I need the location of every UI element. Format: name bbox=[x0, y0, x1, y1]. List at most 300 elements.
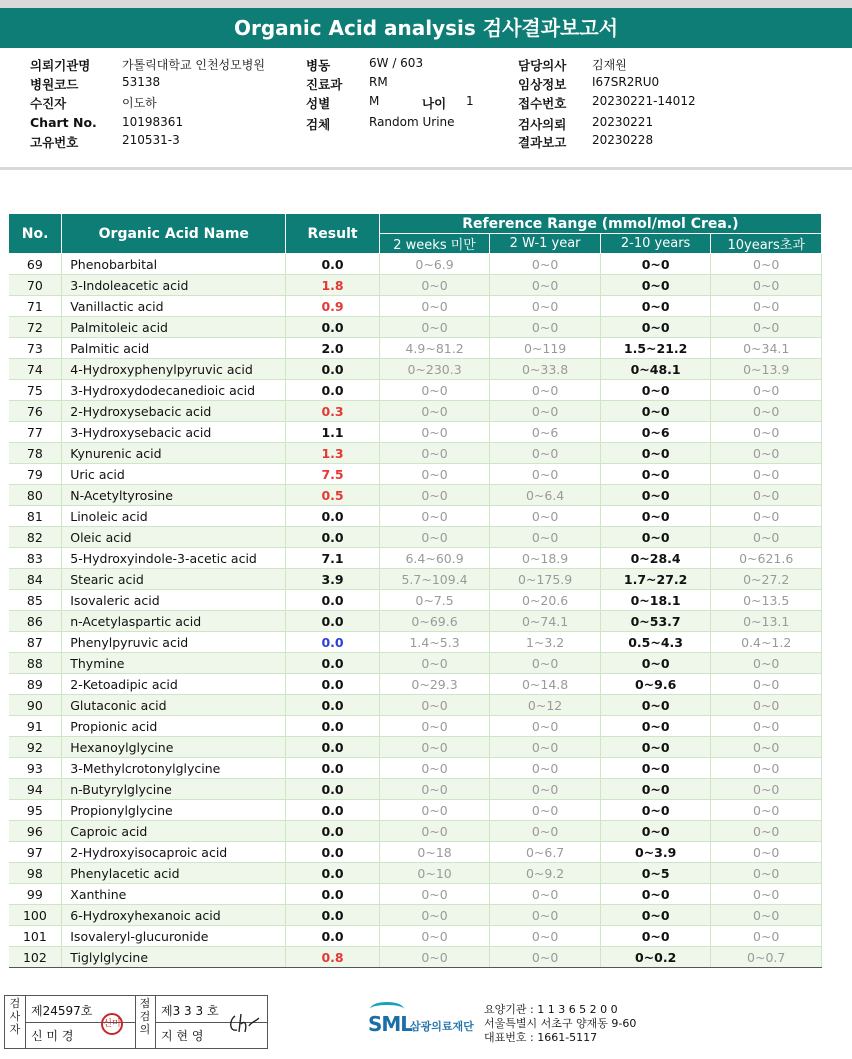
acid-name: Oleic acid bbox=[62, 527, 286, 548]
info-label: 임상정보 bbox=[518, 77, 567, 92]
acid-name: N-Acetyltyrosine bbox=[62, 485, 286, 506]
info-value: 6W / 603 bbox=[369, 56, 424, 70]
range-2w-1y: 0~12 bbox=[490, 695, 601, 716]
range-2w: 0~0 bbox=[379, 485, 490, 506]
org-name: 삼광의료재단 bbox=[410, 1020, 474, 1033]
acid-name: Palmitic acid bbox=[62, 338, 286, 359]
row-number: 85 bbox=[9, 590, 62, 611]
row-number: 87 bbox=[9, 632, 62, 653]
range-2w-1y: 0~74.1 bbox=[490, 611, 601, 632]
range-2w: 0~29.3 bbox=[379, 674, 490, 695]
table-row bbox=[9, 590, 822, 611]
col-header-result: Result bbox=[286, 214, 379, 254]
result-value: 3.9 bbox=[286, 569, 379, 590]
result-value: 0.0 bbox=[286, 842, 379, 863]
acid-name: Propionic acid bbox=[62, 716, 286, 737]
top-bar bbox=[0, 0, 852, 8]
result-value: 0.0 bbox=[286, 779, 379, 800]
acid-name: 2-Ketoadipic acid bbox=[62, 674, 286, 695]
range-10y-plus: 0~0 bbox=[711, 653, 822, 674]
table-row bbox=[9, 422, 822, 443]
range-2-10y: 0~3.9 bbox=[600, 842, 711, 863]
table-row bbox=[9, 338, 822, 359]
range-2-10y: 0~5 bbox=[600, 863, 711, 884]
result-value: 0.0 bbox=[286, 716, 379, 737]
result-value: 2.0 bbox=[286, 338, 379, 359]
range-10y-plus: 0~0 bbox=[711, 737, 822, 758]
row-number: 101 bbox=[9, 926, 62, 947]
range-10y-plus: 0~0 bbox=[711, 779, 822, 800]
patient-info bbox=[0, 52, 852, 152]
row-number: 69 bbox=[9, 254, 62, 275]
table-row bbox=[9, 779, 822, 800]
range-2w: 0~0 bbox=[379, 380, 490, 401]
range-10y-plus: 0~0 bbox=[711, 527, 822, 548]
range-2w: 0~0 bbox=[379, 800, 490, 821]
acid-name: n-Acetylaspartic acid bbox=[62, 611, 286, 632]
range-2-10y: 0~0 bbox=[600, 884, 711, 905]
result-value: 0.8 bbox=[286, 947, 379, 968]
range-10y-plus: 0~0 bbox=[711, 905, 822, 926]
range-2w-1y: 0~0 bbox=[490, 254, 601, 275]
range-2w: 4.9~81.2 bbox=[379, 338, 490, 359]
range-2-10y: 0~0 bbox=[600, 926, 711, 947]
info-value: 1 bbox=[466, 94, 474, 108]
range-10y-plus: 0~27.2 bbox=[711, 569, 822, 590]
result-value: 0.3 bbox=[286, 401, 379, 422]
range-10y-plus: 0~0 bbox=[711, 506, 822, 527]
range-2-10y: 0~0 bbox=[600, 737, 711, 758]
result-value: 0.0 bbox=[286, 737, 379, 758]
range-2w: 0~0 bbox=[379, 716, 490, 737]
range-10y-plus: 0~13.9 bbox=[711, 359, 822, 380]
info-label: 고유번호 bbox=[30, 135, 79, 150]
table-row bbox=[9, 275, 822, 296]
org-address bbox=[484, 1003, 636, 1045]
col-header-name: Organic Acid Name bbox=[62, 214, 286, 254]
info-value: 이도하 bbox=[122, 96, 157, 110]
reviewer-label: 점검의 bbox=[139, 997, 151, 1036]
range-10y-plus: 0~0 bbox=[711, 422, 822, 443]
table-row bbox=[9, 254, 822, 275]
report-title: Organic Acid analysis 검사결과보고서 bbox=[0, 8, 852, 48]
range-2-10y: 1.7~27.2 bbox=[600, 569, 711, 590]
range-2-10y: 0~0 bbox=[600, 506, 711, 527]
table-row bbox=[9, 905, 822, 926]
range-10y-plus: 0~0 bbox=[711, 464, 822, 485]
col-header-range: 10years초과 bbox=[711, 234, 822, 254]
range-2-10y: 0~0 bbox=[600, 758, 711, 779]
range-2w-1y: 0~0 bbox=[490, 296, 601, 317]
acid-name: Isovaleric acid bbox=[62, 590, 286, 611]
table-row bbox=[9, 821, 822, 842]
info-value: 김재원 bbox=[592, 58, 627, 72]
range-10y-plus: 0~13.1 bbox=[711, 611, 822, 632]
results-table bbox=[8, 213, 822, 968]
acid-name: Thymine bbox=[62, 653, 286, 674]
range-2w-1y: 0~0 bbox=[490, 506, 601, 527]
table-row bbox=[9, 506, 822, 527]
acid-name: Propionylglycine bbox=[62, 800, 286, 821]
row-number: 92 bbox=[9, 737, 62, 758]
range-2w: 0~0 bbox=[379, 527, 490, 548]
range-10y-plus: 0~0 bbox=[711, 884, 822, 905]
row-number: 99 bbox=[9, 884, 62, 905]
info-value: RM bbox=[369, 75, 388, 89]
info-value: 210531-3 bbox=[122, 133, 180, 147]
row-number: 84 bbox=[9, 569, 62, 590]
range-2w: 0~0 bbox=[379, 317, 490, 338]
info-value: 10198361 bbox=[122, 115, 184, 129]
table-row bbox=[9, 758, 822, 779]
acid-name: Kynurenic acid bbox=[62, 443, 286, 464]
range-2w: 0~0 bbox=[379, 884, 490, 905]
result-value: 7.1 bbox=[286, 548, 379, 569]
range-2w-1y: 1~3.2 bbox=[490, 632, 601, 653]
range-2w-1y: 0~0 bbox=[490, 821, 601, 842]
acid-name: Vanillactic acid bbox=[62, 296, 286, 317]
info-label: 접수번호 bbox=[518, 96, 567, 111]
row-number: 86 bbox=[9, 611, 62, 632]
range-2w: 0~6.9 bbox=[379, 254, 490, 275]
org-tel: 대표번호 : 1661-5117 bbox=[484, 1031, 598, 1044]
col-header-no: No. bbox=[9, 214, 62, 254]
range-2w-1y: 0~0 bbox=[490, 380, 601, 401]
result-value: 0.0 bbox=[286, 905, 379, 926]
range-2-10y: 0~0 bbox=[600, 275, 711, 296]
range-2-10y: 0~0 bbox=[600, 716, 711, 737]
range-2-10y: 0~0.2 bbox=[600, 947, 711, 968]
org-addr: 서울특별시 서초구 양재동 9-60 bbox=[484, 1017, 637, 1030]
info-label: 병동 bbox=[306, 58, 331, 73]
range-2-10y: 0~0 bbox=[600, 653, 711, 674]
range-10y-plus: 0~0 bbox=[711, 800, 822, 821]
result-value: 0.0 bbox=[286, 884, 379, 905]
range-2-10y: 0~0 bbox=[600, 401, 711, 422]
table-row bbox=[9, 737, 822, 758]
row-number: 71 bbox=[9, 296, 62, 317]
row-number: 93 bbox=[9, 758, 62, 779]
range-2w-1y: 0~0 bbox=[490, 884, 601, 905]
table-row bbox=[9, 317, 822, 338]
signature-box bbox=[4, 995, 268, 1049]
range-2w-1y: 0~0 bbox=[490, 800, 601, 821]
acid-name: Stearic acid bbox=[62, 569, 286, 590]
row-number: 78 bbox=[9, 443, 62, 464]
acid-name: Tiglylglycine bbox=[62, 947, 286, 968]
range-2-10y: 0~0 bbox=[600, 485, 711, 506]
range-2w-1y: 0~0 bbox=[490, 737, 601, 758]
table-body bbox=[9, 254, 822, 968]
reviewer-number: 제3 3 3 호 bbox=[161, 1004, 219, 1018]
row-number: 75 bbox=[9, 380, 62, 401]
acid-name: 3-Hydroxydodecanedioic acid bbox=[62, 380, 286, 401]
table-row bbox=[9, 569, 822, 590]
range-2w: 0~10 bbox=[379, 863, 490, 884]
result-value: 0.0 bbox=[286, 863, 379, 884]
table-row bbox=[9, 863, 822, 884]
acid-name: 2-Hydroxysebacic acid bbox=[62, 401, 286, 422]
range-2w: 0~0 bbox=[379, 506, 490, 527]
result-value: 0.0 bbox=[286, 380, 379, 401]
range-2-10y: 1.5~21.2 bbox=[600, 338, 711, 359]
org-code: 요양기관 : 1 1 3 6 5 2 0 0 bbox=[484, 1003, 618, 1016]
col-header-range: 2-10 years bbox=[600, 234, 711, 254]
range-10y-plus: 0~34.1 bbox=[711, 338, 822, 359]
range-2w-1y: 0~18.9 bbox=[490, 548, 601, 569]
row-number: 79 bbox=[9, 464, 62, 485]
range-10y-plus: 0~0 bbox=[711, 401, 822, 422]
range-10y-plus: 0~0 bbox=[711, 695, 822, 716]
reviewer-name: 지 현 영 bbox=[161, 1029, 204, 1043]
tester-number: 제24597호 bbox=[31, 1004, 93, 1018]
range-2w-1y: 0~0 bbox=[490, 653, 601, 674]
table-row bbox=[9, 884, 822, 905]
range-2w-1y: 0~0 bbox=[490, 527, 601, 548]
result-value: 0.0 bbox=[286, 317, 379, 338]
info-label: 나이 bbox=[422, 96, 447, 111]
row-number: 77 bbox=[9, 422, 62, 443]
row-number: 94 bbox=[9, 779, 62, 800]
col-header-range: 2 weeks 미만 bbox=[379, 234, 490, 254]
info-value: 53138 bbox=[122, 75, 161, 89]
range-2w-1y: 0~175.9 bbox=[490, 569, 601, 590]
result-value: 0.0 bbox=[286, 653, 379, 674]
range-2w-1y: 0~0 bbox=[490, 926, 601, 947]
acid-name: 6-Hydroxyhexanoic acid bbox=[62, 905, 286, 926]
result-value: 0.9 bbox=[286, 296, 379, 317]
row-number: 88 bbox=[9, 653, 62, 674]
result-value: 1.3 bbox=[286, 443, 379, 464]
acid-name: Caproic acid bbox=[62, 821, 286, 842]
table-row bbox=[9, 443, 822, 464]
result-value: 0.0 bbox=[286, 506, 379, 527]
acid-name: 4-Hydroxyphenylpyruvic acid bbox=[62, 359, 286, 380]
range-2-10y: 0~0 bbox=[600, 800, 711, 821]
range-10y-plus: 0~13.5 bbox=[711, 590, 822, 611]
acid-name: Linoleic acid bbox=[62, 506, 286, 527]
range-2w: 0~0 bbox=[379, 737, 490, 758]
info-label: 의뢰기관명 bbox=[30, 58, 91, 73]
acid-name: Isovaleryl-glucuronide bbox=[62, 926, 286, 947]
range-2-10y: 0~53.7 bbox=[600, 611, 711, 632]
table-row bbox=[9, 548, 822, 569]
range-2w: 0~0 bbox=[379, 758, 490, 779]
tester-label: 검사자 bbox=[9, 997, 21, 1036]
row-number: 95 bbox=[9, 800, 62, 821]
range-2w: 0~0 bbox=[379, 947, 490, 968]
info-label: 진료과 bbox=[306, 77, 343, 92]
acid-name: 3-Hydroxysebacic acid bbox=[62, 422, 286, 443]
info-label: 수진자 bbox=[30, 96, 67, 111]
table-row bbox=[9, 464, 822, 485]
range-10y-plus: 0~0 bbox=[711, 254, 822, 275]
range-2w: 0~0 bbox=[379, 464, 490, 485]
table-row bbox=[9, 716, 822, 737]
range-2-10y: 0~0 bbox=[600, 380, 711, 401]
acid-name: 5-Hydroxyindole-3-acetic acid bbox=[62, 548, 286, 569]
acid-name: Phenylacetic acid bbox=[62, 863, 286, 884]
range-10y-plus: 0~0 bbox=[711, 863, 822, 884]
range-2w: 0~69.6 bbox=[379, 611, 490, 632]
row-number: 100 bbox=[9, 905, 62, 926]
range-2w-1y: 0~0 bbox=[490, 716, 601, 737]
range-2w: 0~7.5 bbox=[379, 590, 490, 611]
range-2w-1y: 0~0 bbox=[490, 317, 601, 338]
range-2-10y: 0~0 bbox=[600, 527, 711, 548]
range-10y-plus: 0~0 bbox=[711, 380, 822, 401]
range-2w: 0~0 bbox=[379, 779, 490, 800]
range-10y-plus: 0~0 bbox=[711, 674, 822, 695]
acid-name: Glutaconic acid bbox=[62, 695, 286, 716]
range-2-10y: 0~0 bbox=[600, 779, 711, 800]
table-row bbox=[9, 842, 822, 863]
range-2w-1y: 0~9.2 bbox=[490, 863, 601, 884]
range-2w: 0~230.3 bbox=[379, 359, 490, 380]
range-10y-plus: 0~0 bbox=[711, 296, 822, 317]
acid-name: Phenylpyruvic acid bbox=[62, 632, 286, 653]
table-row bbox=[9, 653, 822, 674]
result-value: 0.0 bbox=[286, 926, 379, 947]
row-number: 72 bbox=[9, 317, 62, 338]
info-value: 가톨릭대학교 인천성모병원 bbox=[122, 58, 265, 72]
range-2w-1y: 0~14.8 bbox=[490, 674, 601, 695]
result-value: 0.0 bbox=[286, 590, 379, 611]
col-header-reference: Reference Range (mmol/mol Crea.) bbox=[379, 214, 821, 234]
range-2w: 0~0 bbox=[379, 401, 490, 422]
row-number: 102 bbox=[9, 947, 62, 968]
acid-name: Xanthine bbox=[62, 884, 286, 905]
info-label: 담당의사 bbox=[518, 58, 567, 73]
range-2w: 0~0 bbox=[379, 653, 490, 674]
reviewer-signature-icon bbox=[227, 1010, 263, 1036]
range-10y-plus: 0~0 bbox=[711, 716, 822, 737]
info-label: 병원코드 bbox=[30, 77, 79, 92]
range-2w: 0~0 bbox=[379, 275, 490, 296]
acid-name: Hexanoylglycine bbox=[62, 737, 286, 758]
range-2-10y: 0~6 bbox=[600, 422, 711, 443]
range-2w-1y: 0~33.8 bbox=[490, 359, 601, 380]
tester-stamp-icon: 신미 bbox=[101, 1013, 123, 1035]
range-2w: 0~0 bbox=[379, 926, 490, 947]
info-value: Random Urine bbox=[369, 115, 455, 129]
row-number: 83 bbox=[9, 548, 62, 569]
info-value: 20230221 bbox=[592, 115, 654, 129]
range-2-10y: 0~0 bbox=[600, 296, 711, 317]
row-number: 74 bbox=[9, 359, 62, 380]
range-2w: 0~0 bbox=[379, 422, 490, 443]
range-2w: 0~0 bbox=[379, 443, 490, 464]
result-value: 0.0 bbox=[286, 695, 379, 716]
result-value: 0.0 bbox=[286, 821, 379, 842]
table-row bbox=[9, 296, 822, 317]
table-row bbox=[9, 800, 822, 821]
range-2w-1y: 0~0 bbox=[490, 275, 601, 296]
range-2-10y: 0~28.4 bbox=[600, 548, 711, 569]
range-10y-plus: 0~0 bbox=[711, 443, 822, 464]
result-value: 0.0 bbox=[286, 254, 379, 275]
result-value: 0.0 bbox=[286, 527, 379, 548]
result-value: 0.0 bbox=[286, 800, 379, 821]
row-number: 96 bbox=[9, 821, 62, 842]
range-10y-plus: 0~621.6 bbox=[711, 548, 822, 569]
range-2-10y: 0~0 bbox=[600, 254, 711, 275]
range-10y-plus: 0~0 bbox=[711, 842, 822, 863]
info-label: 성별 bbox=[306, 96, 331, 111]
row-number: 73 bbox=[9, 338, 62, 359]
table-row bbox=[9, 674, 822, 695]
table-row bbox=[9, 632, 822, 653]
logo-text: SML bbox=[368, 1012, 413, 1036]
info-value: 20230228 bbox=[592, 133, 654, 147]
range-10y-plus: 0~0 bbox=[711, 317, 822, 338]
range-2w: 5.7~109.4 bbox=[379, 569, 490, 590]
range-10y-plus: 0~0 bbox=[711, 926, 822, 947]
range-2w-1y: 0~6.7 bbox=[490, 842, 601, 863]
info-value: 20230221-14012 bbox=[592, 94, 696, 108]
range-2-10y: 0~0 bbox=[600, 695, 711, 716]
info-label: Chart No. bbox=[30, 115, 97, 130]
range-2w-1y: 0~0 bbox=[490, 443, 601, 464]
range-2w-1y: 0~0 bbox=[490, 401, 601, 422]
range-2w-1y: 0~6.4 bbox=[490, 485, 601, 506]
row-number: 76 bbox=[9, 401, 62, 422]
range-2w-1y: 0~20.6 bbox=[490, 590, 601, 611]
info-value: M bbox=[369, 94, 380, 108]
table-row bbox=[9, 611, 822, 632]
range-10y-plus: 0~0 bbox=[711, 821, 822, 842]
range-2-10y: 0~18.1 bbox=[600, 590, 711, 611]
range-10y-plus: 0.4~1.2 bbox=[711, 632, 822, 653]
table-row bbox=[9, 359, 822, 380]
table-row bbox=[9, 380, 822, 401]
result-value: 0.0 bbox=[286, 359, 379, 380]
range-2w: 0~0 bbox=[379, 695, 490, 716]
row-number: 80 bbox=[9, 485, 62, 506]
row-number: 82 bbox=[9, 527, 62, 548]
table-row bbox=[9, 527, 822, 548]
acid-name: n-Butyrylglycine bbox=[62, 779, 286, 800]
result-value: 7.5 bbox=[286, 464, 379, 485]
range-2w-1y: 0~0 bbox=[490, 905, 601, 926]
tester-name: 신 미 경 bbox=[31, 1029, 74, 1043]
result-value: 0.0 bbox=[286, 611, 379, 632]
acid-name: 3-Methylcrotonylglycine bbox=[62, 758, 286, 779]
acid-name: 3-Indoleacetic acid bbox=[62, 275, 286, 296]
range-2-10y: 0~0 bbox=[600, 464, 711, 485]
range-2w-1y: 0~0 bbox=[490, 464, 601, 485]
range-2w: 0~0 bbox=[379, 296, 490, 317]
table-row bbox=[9, 485, 822, 506]
range-2w: 1.4~5.3 bbox=[379, 632, 490, 653]
col-header-range: 2 W-1 year bbox=[490, 234, 601, 254]
range-10y-plus: 0~0 bbox=[711, 485, 822, 506]
result-value: 0.5 bbox=[286, 485, 379, 506]
range-2-10y: 0.5~4.3 bbox=[600, 632, 711, 653]
info-label: 결과보고 bbox=[518, 135, 567, 150]
range-2w-1y: 0~0 bbox=[490, 947, 601, 968]
acid-name: Phenobarbital bbox=[62, 254, 286, 275]
row-number: 91 bbox=[9, 716, 62, 737]
row-number: 70 bbox=[9, 275, 62, 296]
row-number: 97 bbox=[9, 842, 62, 863]
range-2w: 0~0 bbox=[379, 905, 490, 926]
table-row bbox=[9, 401, 822, 422]
result-value: 1.1 bbox=[286, 422, 379, 443]
divider bbox=[0, 167, 852, 170]
range-2-10y: 0~0 bbox=[600, 821, 711, 842]
range-2-10y: 0~9.6 bbox=[600, 674, 711, 695]
